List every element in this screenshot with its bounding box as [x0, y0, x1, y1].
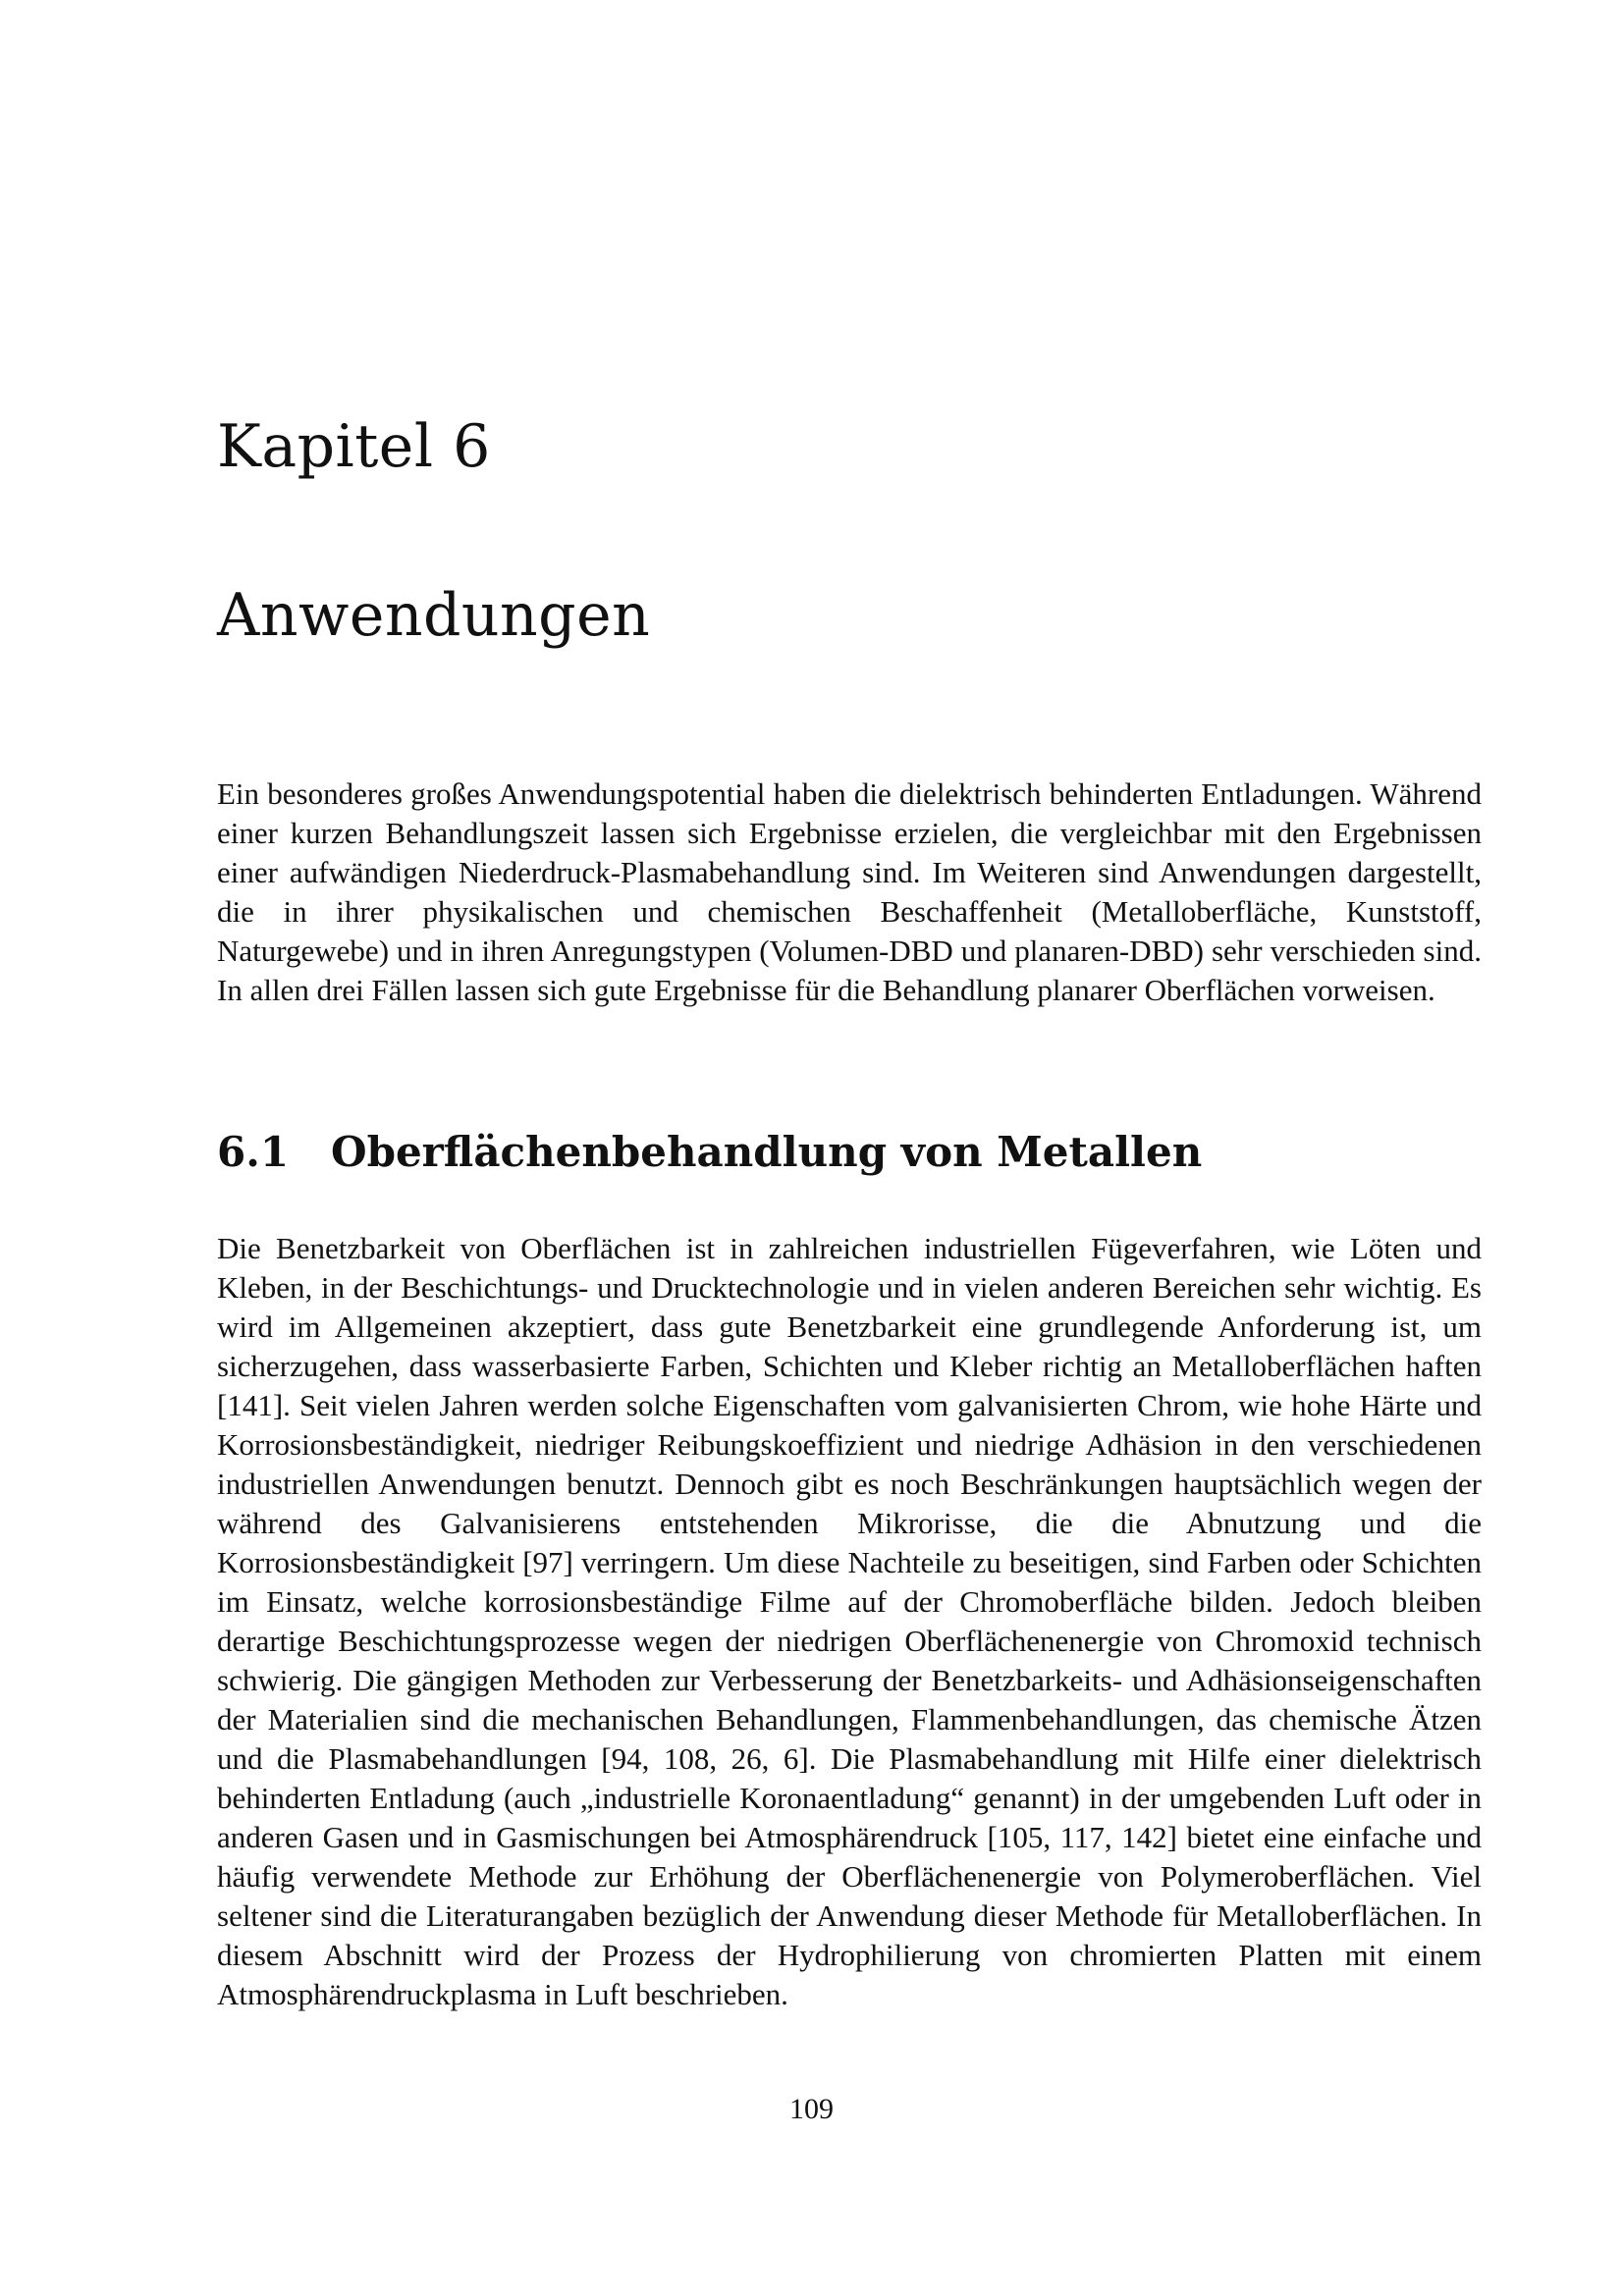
page-number: 109 — [789, 2093, 834, 2125]
intro-paragraph: Ein besonderes großes Anwendungspotential haben die dielektrisch behinderten Entladungen. Während einer kurzen Behandlungszeit lassen sich Ergebnisse erzielen, die vergleichbar mit den Ergebnissen einer aufwändigen Niederdruck-Plasmabehandlung sind. Im Weiteren sind Anwendungen dargestellt, die in ihrer physikalischen und chemischen Beschaffenheit (Metalloberfläche, Kunststoff, Naturgewebe) und in ihren Anregungstypen (Volumen-DBD und planaren-DBD) sehr verschieden sind. In allen drei Fällen lassen sich gute Ergebnisse für die Behandlung planarer Oberflächen vorweisen. — [217, 776, 1482, 1007]
section-heading — [217, 1128, 1203, 1176]
chapter-label: Kapitel 6 — [217, 412, 491, 481]
section-number: 6.1 — [217, 1128, 290, 1176]
chapter-title: Anwendungen — [217, 581, 651, 650]
section-title: Oberflächenbehandlung von Metallen — [331, 1128, 1203, 1176]
section-paragraph: Die Benetzbarkeit von Oberflächen ist in zahlreichen industriellen Fügeverfahren, wie Löten und Kleben, in der Beschichtungs- und Drucktechnologie und in vielen anderen Bereichen sehr wichtig. Es wird im Allgemeinen akzeptiert, dass gute Benetzbarkeit eine grundlegende Anforderung ist, um sicherzugehen, dass wasserbasierte Farben, Schichten und Kleber richtig an Metalloberflächen haften [141]. Seit vielen Jahren werden solche Eigenschaften vom galvanisierten Chrom, wie hohe Härte und Korrosionsbeständigkeit, niedriger Reibungskoeffizient und niedrige Adhäsion in den verschiedenen industriellen Anwendungen benutzt. Dennoch gibt es noch Beschränkungen hauptsächlich wegen der während des Galvanisierens entstehenden Mikrorisse, die die Abnutzung und die Korrosionsbeständigkeit [97] verringern. Um diese Nachteile zu beseitigen, sind Farben oder Schichten im Einsatz, welche korrosionsbeständige Filme auf der Chromoberfläche bilden. Jedoch bleiben derartige Beschichtungsprozesse wegen der niedrigen Oberflächenenergie von Chromoxid technisch schwierig. Die gängigen Methoden zur Verbesserung der Benetzbarkeits- und Adhäsionseigenschaften der Materialien sind die mechanischen Behandlungen, Flammenbehandlungen, das chemische Ätzen und die Plasmabehandlungen [94, 108, 26, 6]. Die Plasmabehandlung mit Hilfe einer dielektrisch behinderten Entladung (auch „industrielle Koronaentladung“ genannt) in der umgebenden Luft oder in anderen Gasen und in Gasmischungen bei Atmosphärendruck [105, 117, 142] bietet eine einfache und häufig verwendete Methode zur Erhöhung der Oberflächenenergie von Polymeroberflächen. Viel seltener sind die Literaturangaben bezüglich der Anwendung dieser Methode für Metalloberflächen. In diesem Abschnitt wird der Prozess der Hydrophilierung von chromierten Platten mit einem Atmosphärendruckplasma in Luft beschrieben. — [217, 1231, 1482, 2011]
